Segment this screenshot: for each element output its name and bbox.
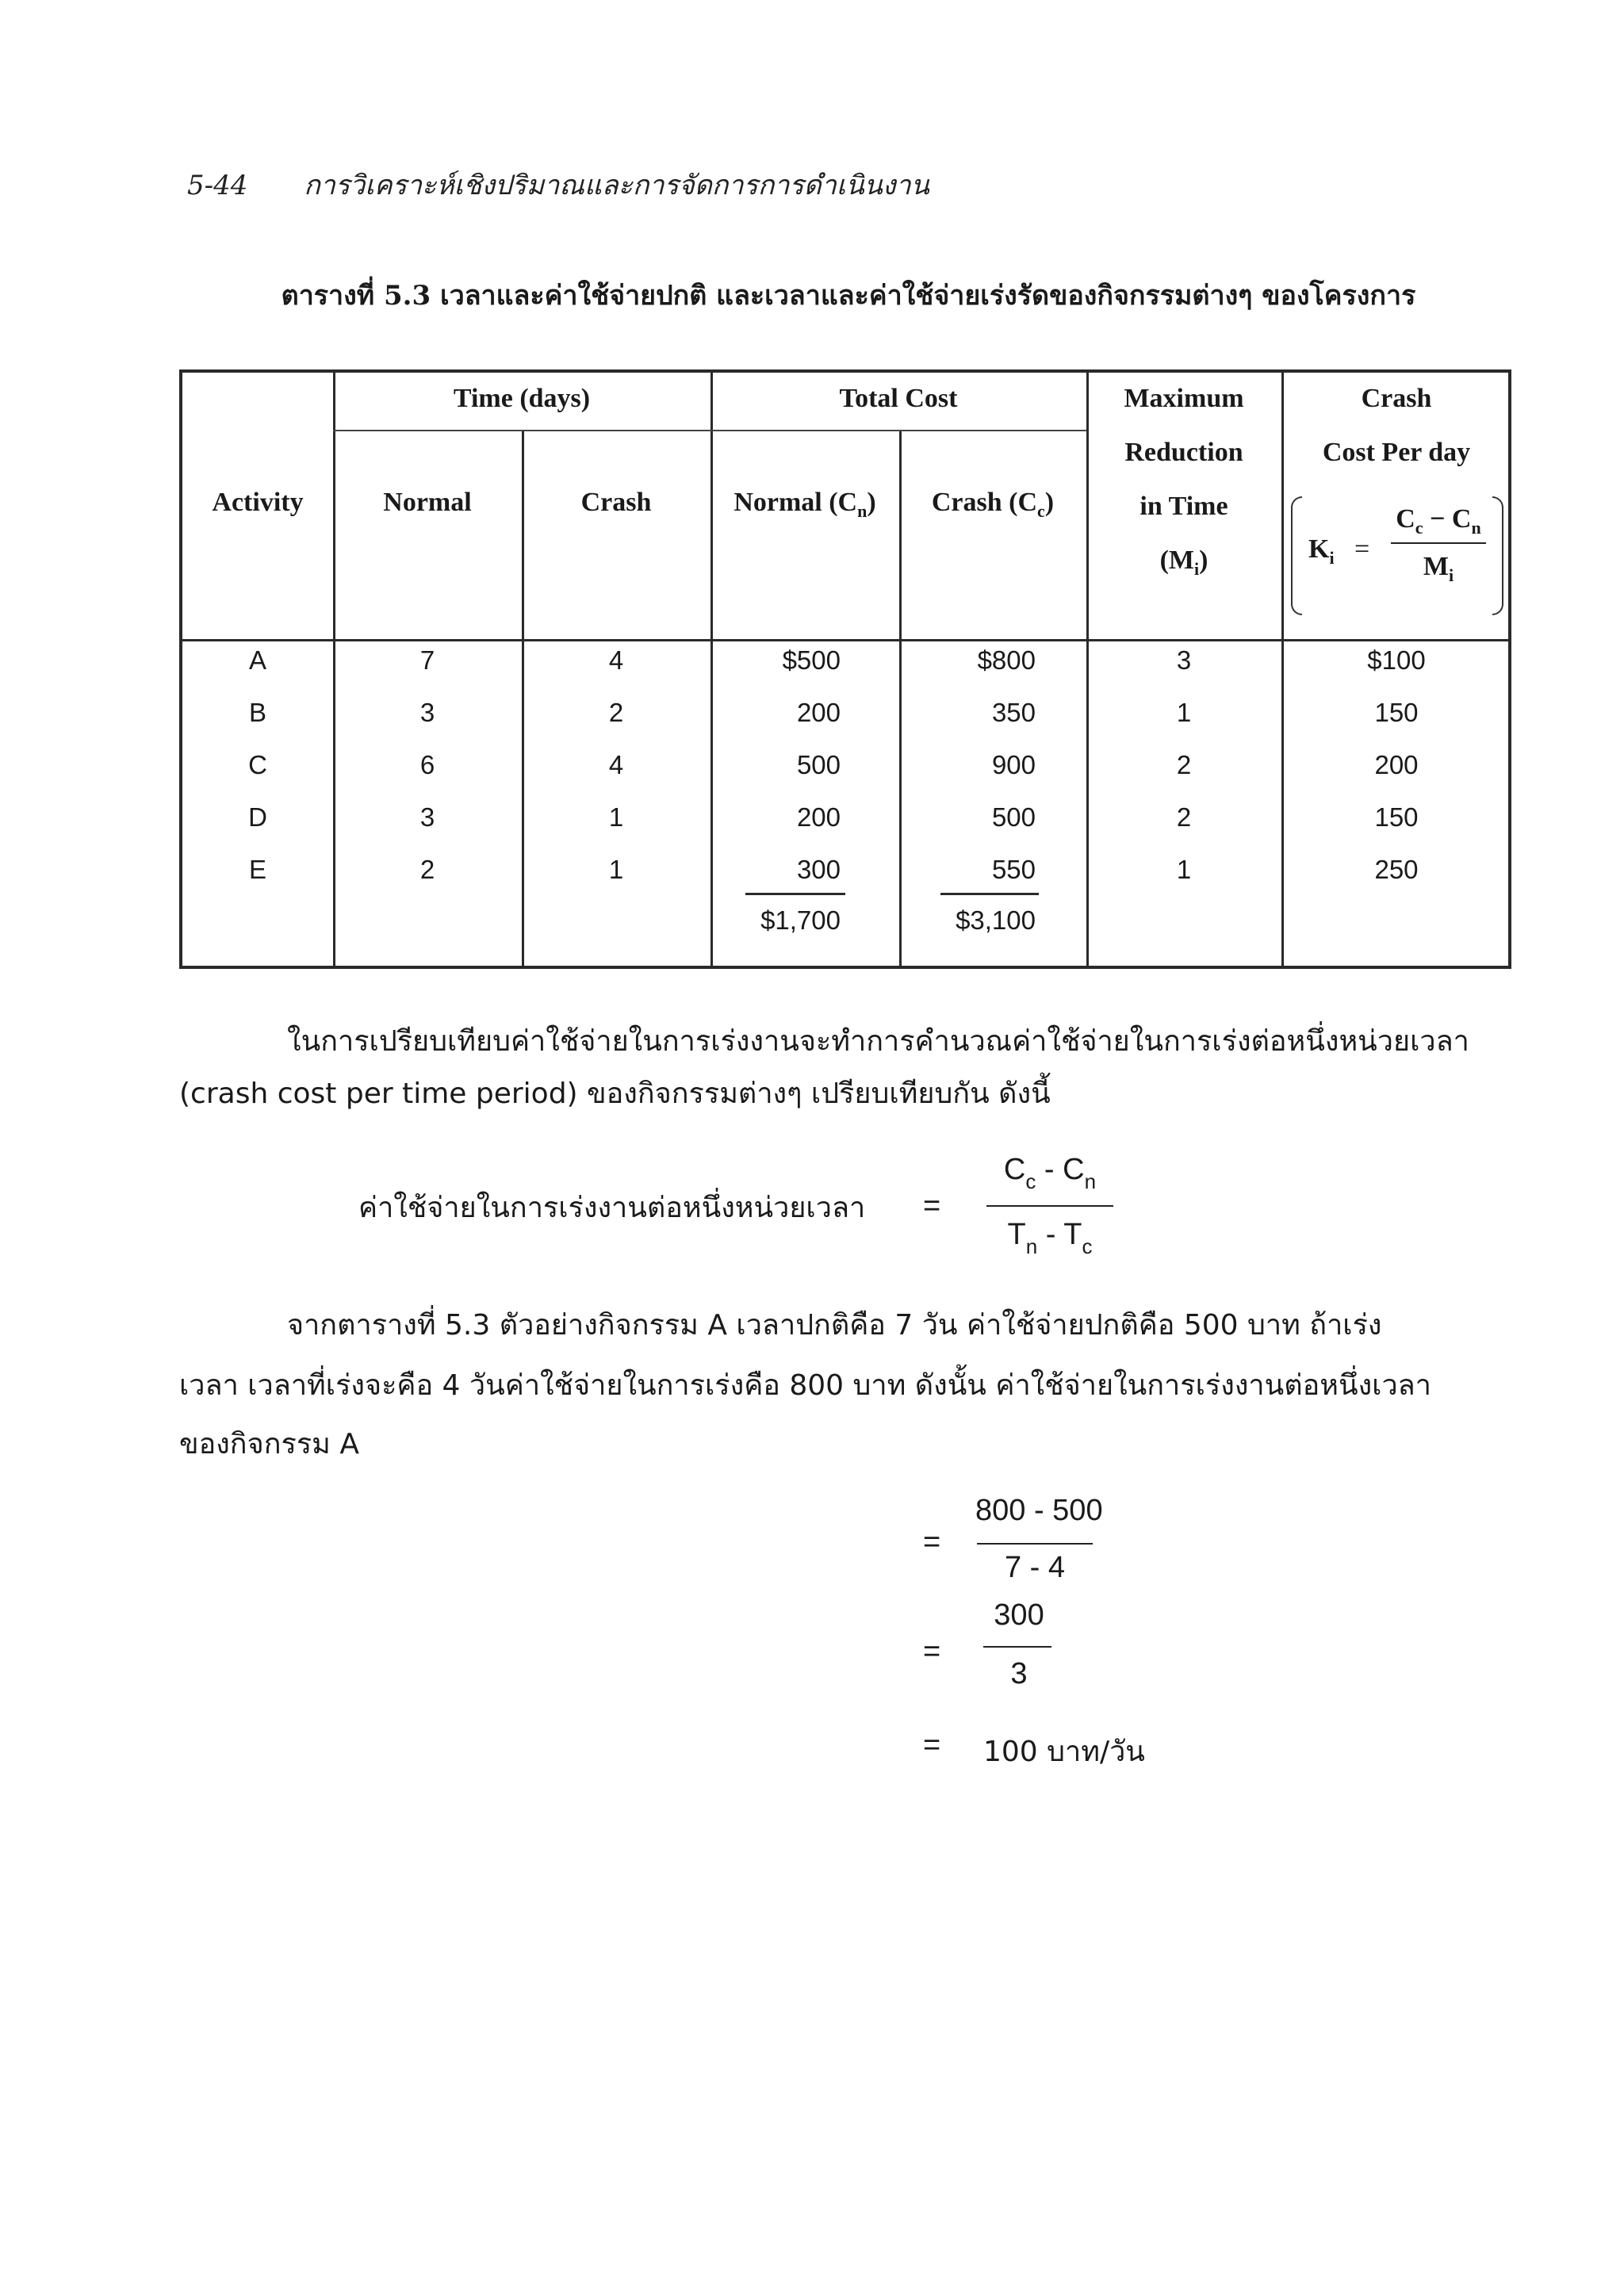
calc-equals: = bbox=[923, 1728, 941, 1762]
paragraph-line: (crash cost per time period) ของกิจกรรมต่างๆ เปรียบเทียบกัน ดังนี้ bbox=[179, 1078, 1051, 1110]
sum-underline bbox=[745, 893, 845, 895]
header-max-reduction-4: $(M_i)$ bbox=[1159, 545, 1208, 579]
cell-crash: 1 bbox=[608, 802, 624, 832]
total-cost-crash: $3,100 bbox=[956, 905, 1036, 935]
header-cost-crash: Crash $(C_c)$ bbox=[931, 488, 1055, 521]
cell-per-day: 150 bbox=[1374, 802, 1419, 832]
fraction-bar bbox=[983, 1646, 1051, 1648]
table-caption: ตารางที่ 5.3 เวลาและค่าใช้จ่ายปกติ และเวลาและค่าใช้จ่ายเร่งรัดของกิจกรรมต่างๆ ของโครงการ bbox=[281, 280, 1416, 312]
calc-equals: = bbox=[923, 1525, 941, 1559]
header-max-reduction-1: Maximum bbox=[1124, 384, 1244, 413]
cell-activity: C bbox=[248, 750, 267, 779]
cell-max-reduction: 1 bbox=[1176, 855, 1192, 884]
running-header bbox=[187, 163, 929, 206]
paragraph-line: จากตารางที่ 5.3 ตัวอย่างกิจกรรม A เวลาปกติคือ 7 วัน ค่าใช้จ่ายปกติคือ 500 บาท ถ้าเร่ง bbox=[287, 1309, 1382, 1342]
cell-cost-normal: 200 bbox=[796, 802, 841, 832]
header-time-group: Time (days) bbox=[453, 384, 591, 413]
header-activity: Activity bbox=[212, 488, 304, 517]
header-time-normal: Normal bbox=[383, 488, 472, 517]
cell-crash: 4 bbox=[608, 750, 624, 779]
header-crash-2: Cost Per day bbox=[1322, 438, 1471, 467]
right-paren bbox=[1492, 496, 1503, 615]
cell-max-reduction: 2 bbox=[1176, 802, 1192, 832]
cell-normal: 2 bbox=[419, 855, 435, 884]
formula-denominator: $M_i$ bbox=[1423, 552, 1454, 585]
cell-max-reduction: 2 bbox=[1176, 750, 1192, 779]
fraction-bar bbox=[1391, 542, 1486, 544]
cell-per-day: 150 bbox=[1374, 698, 1419, 727]
cell-cost-crash: $800 bbox=[977, 645, 1036, 675]
cell-cost-crash: 550 bbox=[991, 855, 1036, 884]
cell-normal: 3 bbox=[419, 698, 435, 727]
header-cost-group: Total Cost bbox=[839, 384, 958, 413]
header-time-crash: Crash bbox=[580, 488, 652, 517]
formula-numerator: $C_c - C_n$ bbox=[1003, 1153, 1097, 1193]
cell-activity: D bbox=[248, 802, 267, 832]
cell-cost-normal: 200 bbox=[796, 698, 841, 727]
formula-label: ค่าใช้จ่ายในการเร่งงานต่อหนึ่งหน่วยเวลา bbox=[358, 1192, 866, 1224]
page-number: 5-44 bbox=[187, 170, 248, 201]
formula-equals: = bbox=[923, 1189, 941, 1223]
header-crash-1: Crash bbox=[1361, 384, 1432, 413]
calc-denominator: 3 bbox=[1010, 1657, 1028, 1690]
cell-cost-crash: 500 bbox=[991, 802, 1036, 832]
fraction-bar bbox=[986, 1205, 1113, 1207]
cell-per-day: 200 bbox=[1374, 750, 1419, 779]
cell-cost-normal: 500 bbox=[796, 750, 841, 779]
formula-numerator: $C_c - C_n$ bbox=[1396, 504, 1481, 538]
left-paren bbox=[1291, 496, 1302, 615]
formula-denominator: $T_n - T_c$ bbox=[1007, 1218, 1093, 1258]
total-cost-normal: $1,700 bbox=[760, 905, 841, 935]
cell-activity: B bbox=[248, 698, 266, 727]
cell-activity: A bbox=[248, 645, 266, 675]
cell-max-reduction: 1 bbox=[1176, 698, 1192, 727]
row-divider bbox=[333, 430, 1086, 431]
formula-equals: = bbox=[1354, 534, 1370, 564]
cell-normal: 6 bbox=[419, 750, 435, 779]
calc-equals: = bbox=[923, 1635, 941, 1668]
calc-denominator: 7 - 4 bbox=[1004, 1551, 1066, 1584]
paragraph-line: ในการเปรียบเทียบค่าใช้จ่ายในการเร่งงานจะทำการคำนวณค่าใช้จ่ายในการเร่งต่อหนึ่งหน่วยเวลา bbox=[287, 1025, 1469, 1058]
formula-k: $K_i$ bbox=[1308, 534, 1335, 568]
cell-crash: 2 bbox=[608, 698, 624, 727]
header-max-reduction-2: Reduction bbox=[1124, 438, 1243, 467]
calc-numerator: 800 - 500 bbox=[975, 1494, 1103, 1527]
calc-result: 100 บาท/วัน bbox=[983, 1736, 1145, 1768]
calc-numerator: 300 bbox=[994, 1598, 1044, 1632]
paragraph-line: เวลา เวลาที่เร่งจะคือ 4 วันค่าใช้จ่ายในการเร่งคือ 800 บาท ดังนั้น ค่าใช้จ่ายในการเร่งงานต่อหนึ่งเวลา bbox=[179, 1369, 1431, 1402]
cell-cost-normal: $500 bbox=[782, 645, 841, 675]
cell-per-day: 250 bbox=[1374, 855, 1419, 884]
cell-activity: E bbox=[248, 855, 266, 884]
cell-cost-normal: 300 bbox=[796, 855, 841, 884]
header-cost-normal: Normal $(C_n)$ bbox=[733, 488, 876, 521]
cell-normal: 3 bbox=[419, 802, 435, 832]
cell-crash: 4 bbox=[608, 645, 624, 675]
cell-cost-crash: 350 bbox=[991, 698, 1036, 727]
fraction-bar bbox=[977, 1543, 1093, 1545]
cost-table bbox=[179, 369, 1511, 969]
cell-cost-crash: 900 bbox=[991, 750, 1036, 779]
book-title: การวิเคราะห์เชิงปริมาณและการจัดการการดำเนินงาน bbox=[304, 170, 929, 201]
header-max-reduction-3: in Time bbox=[1139, 492, 1228, 521]
cell-crash: 1 bbox=[608, 855, 624, 884]
cell-per-day: $100 bbox=[1367, 645, 1426, 675]
cell-normal: 7 bbox=[419, 645, 435, 675]
cell-max-reduction: 3 bbox=[1176, 645, 1192, 675]
sum-underline bbox=[940, 893, 1039, 895]
header-divider bbox=[182, 639, 1508, 641]
paragraph-line: ของกิจกรรม A bbox=[179, 1428, 359, 1460]
